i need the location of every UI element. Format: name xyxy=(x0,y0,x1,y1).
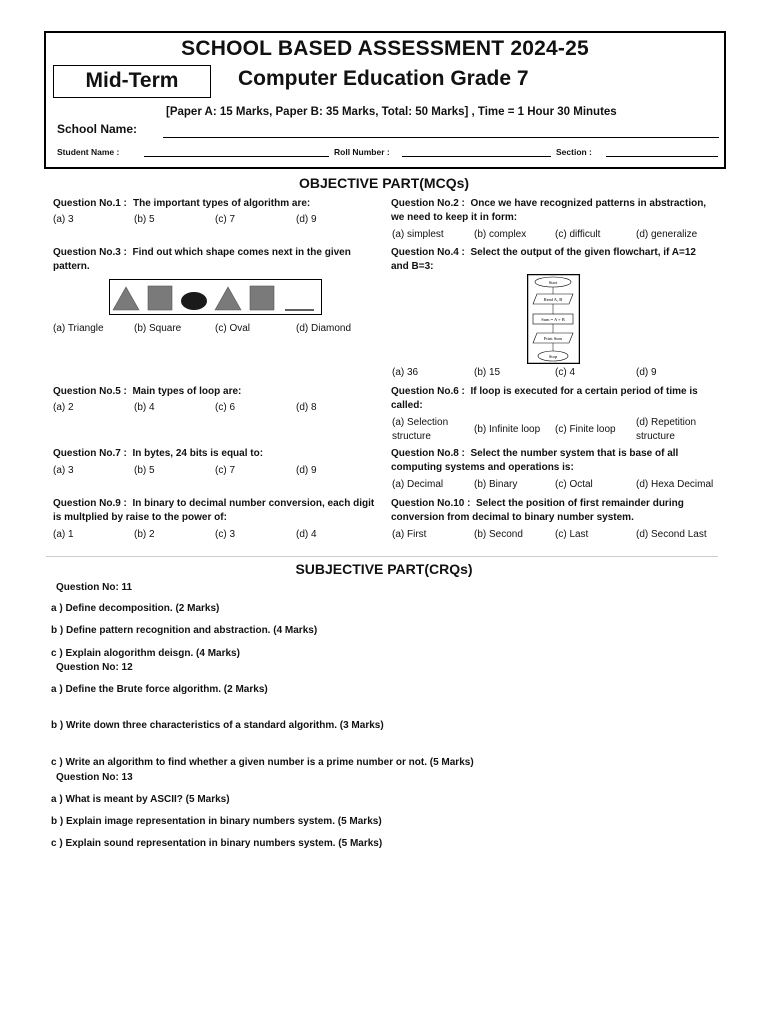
question-11-title: Question No: 11 xyxy=(56,582,133,593)
school-name-label: School Name: xyxy=(57,122,138,136)
q13-part-b: b ) Explain image representation in binary numbers system. (5 Marks) xyxy=(51,816,382,827)
q8-option-c[interactable]: (c) Octal xyxy=(555,479,593,490)
q4-option-b[interactable]: (b) 15 xyxy=(474,367,501,378)
q3-option-b[interactable]: (b) Square xyxy=(134,323,182,334)
q4-option-c[interactable]: (c) 4 xyxy=(555,367,575,378)
flowchart-stop-text: Stop xyxy=(548,354,558,359)
exam-header xyxy=(44,31,726,169)
q13-part-c: c ) Explain sound representation in binary numbers system. (5 Marks) xyxy=(51,838,383,849)
question-8: Question No.8 : Select the number system that is base of all computing systems and operations is: xyxy=(391,448,679,473)
question-5: Question No.5 : Main types of loop are: xyxy=(53,386,242,397)
q8-option-a[interactable]: (a) Decimal xyxy=(392,479,444,490)
q2-option-a[interactable]: (a) simplest xyxy=(392,229,444,240)
question-3: Question No.3 : Find out which shape comes next in the given pattern. xyxy=(53,247,351,272)
q3-option-d[interactable]: (d) Diamond xyxy=(296,323,352,334)
term-box: Mid-Term xyxy=(53,65,211,98)
q12-part-c: c ) Write an algorithm to find whether a given number is a prime number or not. (5 Marks) xyxy=(51,757,474,768)
roll-number-field[interactable] xyxy=(402,156,551,157)
q5-option-b[interactable]: (b) 4 xyxy=(134,402,155,413)
subject-title: Computer Education Grade 7 xyxy=(238,67,529,90)
q4-option-a[interactable]: (a) 36 xyxy=(392,367,419,378)
q2-option-d[interactable]: (d) generalize xyxy=(636,229,698,240)
q1-option-a[interactable]: (a) 3 xyxy=(53,214,74,225)
q8-option-b[interactable]: (b) Binary xyxy=(474,479,518,490)
flowchart-output-text: Print Sum xyxy=(543,336,563,341)
q10-option-d[interactable]: (d) Second Last xyxy=(636,529,707,540)
q12-part-a: a ) Define the Brute force algorithm. (2 Marks) xyxy=(51,684,268,695)
q11-part-c: c ) Explain alogorithm deisgn. (4 Marks) xyxy=(51,648,240,659)
q1-option-b[interactable]: (b) 5 xyxy=(134,214,155,225)
subjective-heading: SUBJECTIVE PART(CRQs) xyxy=(295,561,473,577)
section-field[interactable] xyxy=(606,156,718,157)
q9-option-d[interactable]: (d) 4 xyxy=(296,529,317,540)
q11-part-a: a ) Define decomposition. (2 Marks) xyxy=(51,603,220,614)
triangle-shape xyxy=(113,287,139,310)
q2-option-c[interactable]: (c) difficult xyxy=(555,229,601,240)
student-name-label: Student Name : xyxy=(57,147,120,157)
q1-option-c[interactable]: (c) 7 xyxy=(215,214,235,225)
q3-option-a[interactable]: (a) Triangle xyxy=(53,323,104,334)
question-7: Question No.7 : In bytes, 24 bits is equal to: xyxy=(53,448,264,459)
flowchart-input-text: Read A, B xyxy=(543,297,563,302)
question-2: Question No.2 : Once we have recognized patterns in abstraction, we need to keep it in form: xyxy=(391,198,707,223)
q10-option-c[interactable]: (c) Last xyxy=(555,529,589,540)
question-10: Question No.10 : Select the position of first remainder during conversion from decimal to binary number system. xyxy=(391,498,684,523)
q2-option-b[interactable]: (b) complex xyxy=(474,229,527,240)
triangle-shape-2 xyxy=(215,287,241,310)
q3-option-c[interactable]: (c) Oval xyxy=(215,323,250,334)
square-shape-2 xyxy=(250,286,274,310)
q12-part-b: b ) Write down three characteristics of a standard algorithm. (3 Marks) xyxy=(51,720,384,731)
q11-part-b: b ) Define pattern recognition and abstraction. (4 Marks) xyxy=(51,625,318,636)
question-12-title: Question No: 12 xyxy=(56,662,133,673)
exam-title: SCHOOL BASED ASSESSMENT 2024-25 xyxy=(181,37,589,60)
section-label: Section : xyxy=(556,147,592,157)
q6-option-b[interactable]: (b) Infinite loop xyxy=(474,424,541,435)
q10-option-b[interactable]: (b) Second xyxy=(474,529,523,540)
q5-option-a[interactable]: (a) 2 xyxy=(53,402,74,413)
q7-option-c[interactable]: (c) 7 xyxy=(215,465,235,476)
q6-option-a[interactable]: (a) Selection structure xyxy=(392,417,449,442)
question-6: Question No.6 : If loop is executed for a certain period of time is called: xyxy=(391,386,698,411)
q5-option-d[interactable]: (d) 8 xyxy=(296,402,317,413)
objective-heading: OBJECTIVE PART(MCQs) xyxy=(298,175,470,191)
q10-option-a[interactable]: (a) First xyxy=(392,529,427,540)
q6-option-c[interactable]: (c) Finite loop xyxy=(555,424,616,435)
square-shape xyxy=(148,286,172,310)
q9-option-a[interactable]: (a) 1 xyxy=(53,529,74,540)
q4-option-d[interactable]: (d) 9 xyxy=(636,367,657,378)
question-9: Question No.9 : In binary to decimal number conversion, each digit is multplied by raise to the power of: xyxy=(53,498,375,523)
flowchart-figure xyxy=(527,274,580,364)
shape-pattern-figure xyxy=(109,279,322,315)
q9-option-c[interactable]: (c) 3 xyxy=(215,529,235,540)
q7-option-a[interactable]: (a) 3 xyxy=(53,465,74,476)
q5-option-c[interactable]: (c) 6 xyxy=(215,402,235,413)
marks-line: [Paper A: 15 Marks, Paper B: 35 Marks, Total: 50 Marks] , Time = 1 Hour 30 Minutes xyxy=(166,106,617,118)
q9-option-b[interactable]: (b) 2 xyxy=(134,529,155,540)
school-name-field[interactable] xyxy=(163,137,719,138)
q1-option-d[interactable]: (d) 9 xyxy=(296,214,317,225)
q13-part-a: a ) What is meant by ASCII? (5 Marks) xyxy=(51,794,230,805)
flowchart-process-text: Sum = A + B xyxy=(541,317,565,322)
q7-option-d[interactable]: (d) 9 xyxy=(296,465,317,476)
question-1: Question No.1 : The important types of algorithm are: xyxy=(53,198,311,209)
flowchart-start-text: Start xyxy=(548,280,558,285)
question-13-title: Question No: 13 xyxy=(56,772,133,783)
section-divider xyxy=(46,556,718,557)
oval-shape xyxy=(181,292,207,310)
q8-option-d[interactable]: (d) Hexa Decimal xyxy=(636,479,714,490)
q7-option-b[interactable]: (b) 5 xyxy=(134,465,155,476)
q6-option-d[interactable]: (d) Repetition structure xyxy=(636,417,697,442)
question-4: Question No.4 : Select the output of the given flowchart, if A=12 and B=3: xyxy=(391,247,696,272)
roll-number-label: Roll Number : xyxy=(334,147,390,157)
student-name-field[interactable] xyxy=(144,156,329,157)
